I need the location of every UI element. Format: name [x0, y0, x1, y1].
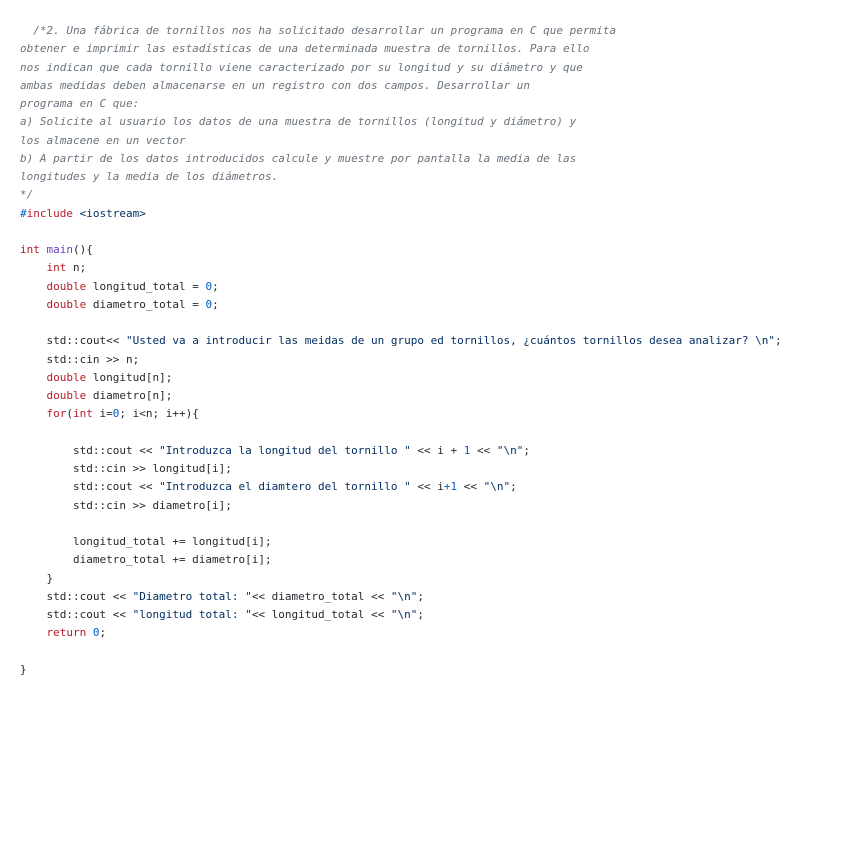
- code-token: double: [46, 389, 87, 402]
- code-token: return: [46, 626, 87, 640]
- code-line: [20, 186, 840, 204]
- code-token: los almacene en un vector: [20, 133, 186, 147]
- code-token: << i +: [410, 443, 464, 457]
- code-line: [20, 387, 840, 405]
- code-token: double: [46, 297, 87, 311]
- code-token: a) Solicite al usuario los datos de una muestra de tornillos (longitud y diámetro) y: [20, 115, 577, 129]
- code-token: [20, 261, 47, 274]
- code-token: /*2. Una fábrica de tornillos nos ha solicitado desarrollar un programa en C que permita: [20, 24, 617, 37]
- code-token: 0: [92, 626, 100, 640]
- code-token: << i: [410, 480, 444, 494]
- code-token: "\n": [483, 480, 511, 494]
- code-token: "\n": [390, 608, 418, 621]
- code-line: [20, 478, 840, 496]
- code-line: [20, 351, 840, 369]
- code-line: [20, 442, 840, 460]
- code-token: ;: [417, 589, 425, 603]
- code-line: [20, 59, 840, 77]
- code-token: double: [46, 279, 87, 293]
- code-line: [20, 113, 840, 131]
- code-token: +1: [443, 480, 458, 494]
- code-line: [20, 643, 840, 661]
- code-line: [20, 95, 840, 113]
- code-token: longitudes y la media de los diámetros.: [20, 170, 279, 183]
- code-token: programa en C que:: [20, 97, 140, 110]
- code-line: [20, 259, 840, 277]
- code-token: [86, 626, 93, 639]
- code-token: longitud[n];: [86, 370, 173, 384]
- code-token: 1: [463, 443, 471, 457]
- code-token: [20, 407, 47, 420]
- code-line: [20, 205, 840, 223]
- code-token: std::cin >> n;: [20, 352, 140, 366]
- code-token: "Usted va a introducir las meidas de un grupo ed tornillos, ¿cuántos tornillos desea analizar? \n": [125, 334, 775, 348]
- code-line: [20, 241, 840, 259]
- code-line: [20, 515, 840, 533]
- code-token: std::cin >> longitud[i];: [20, 462, 232, 475]
- code-token: [20, 371, 47, 384]
- code-line: [20, 661, 840, 679]
- code-line: [20, 551, 840, 569]
- code-token: ;: [212, 297, 219, 311]
- code-token: (: [66, 407, 73, 421]
- code-token: ; i<n; i++){: [119, 407, 199, 421]
- code-token: ;: [417, 608, 425, 621]
- code-line: [20, 150, 840, 168]
- code-token: "\n": [390, 589, 418, 603]
- code-token: "Introduzca la longitud del tornillo ": [159, 443, 411, 457]
- code-line: [20, 606, 840, 624]
- code-token: diametro_total =: [86, 297, 206, 311]
- code-line: [20, 533, 840, 551]
- code-token: "Diametro total: ": [132, 589, 252, 603]
- code-token: ambas medidas deben almacenarse en un registro con dos campos. Desarrollar un: [20, 78, 530, 92]
- code-line: [20, 22, 840, 40]
- code-line: [20, 624, 840, 642]
- code-line: [20, 314, 840, 332]
- code-token: 0: [112, 407, 120, 421]
- code-token: longitud_total += longitud[i];: [20, 535, 272, 548]
- code-token: (){: [73, 243, 93, 256]
- code-token: std::cout<<: [20, 334, 126, 348]
- code-token: */: [20, 188, 34, 202]
- code-token: }: [20, 662, 27, 676]
- code-token: <<: [470, 443, 497, 457]
- code-token: << diametro_total <<: [251, 589, 391, 603]
- code-token: [20, 298, 47, 311]
- code-token: <<: [457, 480, 484, 494]
- code-token: longitud_total =: [86, 279, 206, 293]
- code-token: }: [20, 571, 54, 585]
- code-token: ;: [774, 334, 782, 348]
- code-token: "Introduzca el diamtero del tornillo ": [159, 480, 411, 494]
- code-token: ;: [212, 279, 219, 293]
- code-token: "\n": [496, 443, 524, 457]
- code-token: i=: [92, 407, 113, 421]
- code-token: std::cout <<: [20, 480, 160, 494]
- code-token: n;: [66, 261, 87, 275]
- code-line: [20, 132, 840, 150]
- code-editor[interactable]: [20, 22, 840, 679]
- code-token: #: [20, 206, 27, 220]
- code-line: [20, 405, 840, 423]
- code-token: 0: [205, 297, 213, 311]
- code-token: [73, 207, 80, 220]
- code-token: int: [46, 261, 67, 275]
- code-line: [20, 168, 840, 186]
- code-line: [20, 296, 840, 314]
- code-token: b) A partir de los datos introducidos calcule y muestre por pantalla la media de las: [20, 151, 577, 165]
- code-token: << longitud_total <<: [251, 608, 391, 621]
- code-line: [20, 278, 840, 296]
- code-line: [20, 77, 840, 95]
- code-token: [40, 243, 47, 256]
- code-token: [20, 280, 47, 293]
- code-token: 0: [205, 279, 213, 293]
- code-token: std::cin >> diametro[i];: [20, 498, 232, 512]
- code-token: [20, 626, 47, 639]
- code-token: ;: [99, 626, 107, 640]
- code-token: ;: [510, 480, 517, 494]
- code-line: [20, 497, 840, 515]
- code-line: [20, 40, 840, 58]
- code-token: [20, 389, 47, 402]
- code-token: include: [26, 206, 73, 220]
- code-line: [20, 460, 840, 478]
- code-line: [20, 570, 840, 588]
- code-token: ;: [523, 443, 530, 457]
- code-token: main: [46, 243, 73, 256]
- code-token: std::cout <<: [20, 589, 133, 603]
- code-token: double: [46, 370, 87, 384]
- code-token: "longitud total: ": [132, 608, 252, 621]
- code-line: [20, 369, 840, 387]
- code-token: for: [46, 407, 67, 421]
- code-token: diametro_total += diametro[i];: [20, 553, 272, 567]
- code-token: nos indican que cada tornillo viene caracterizado por su longitud y su diámetro y que: [20, 60, 583, 74]
- code-token: diametro[n];: [86, 389, 173, 402]
- code-line: [20, 223, 840, 241]
- code-token: obtener e imprimir las estadísticas de una determinada muestra de tornillos. Para ello: [20, 42, 590, 56]
- code-token: int: [20, 243, 40, 256]
- code-line: [20, 424, 840, 442]
- code-line: [20, 588, 840, 606]
- code-token: std::cout <<: [20, 608, 133, 621]
- code-line: [20, 332, 840, 350]
- code-token: std::cout <<: [20, 443, 160, 457]
- code-token: int: [73, 407, 93, 421]
- code-token: <iostream>: [79, 206, 146, 220]
